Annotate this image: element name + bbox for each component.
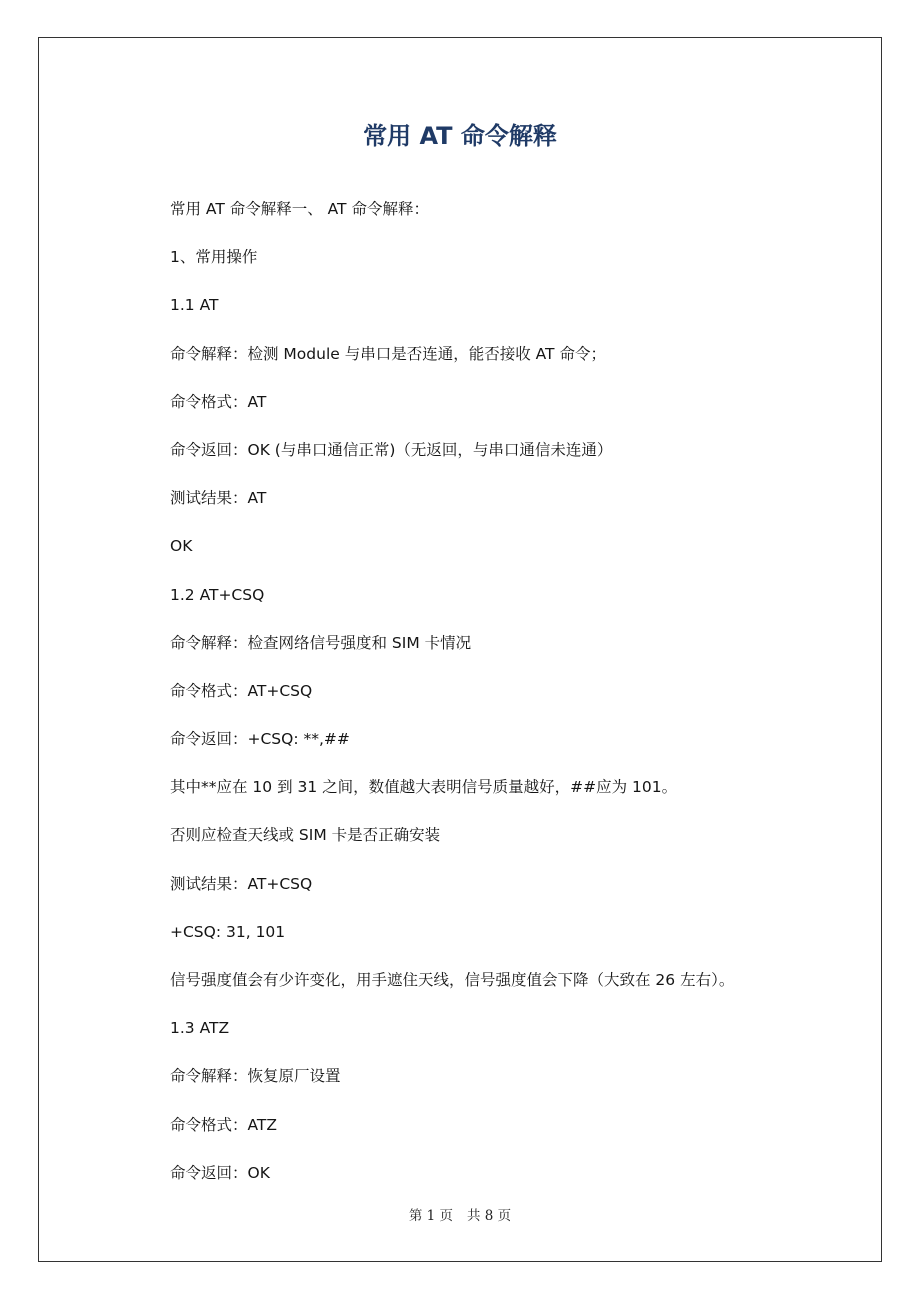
subsection-heading: 1.1 AT	[170, 296, 219, 315]
body-line: 命令格式：AT	[170, 392, 267, 411]
body-line: 其中**应在 10 到 31 之间，数值越大表明信号质量越好，##应为 101。	[170, 778, 678, 797]
body-line: 信号强度值会有少许变化，用手遮住天线，信号强度值会下降（大致在 26 左右）。	[170, 971, 735, 989]
body-line: OK	[170, 537, 193, 556]
body-line: 命令格式：AT+CSQ	[170, 681, 313, 700]
page-footer	[0, 1205, 920, 1227]
body-line: 命令返回：OK	[170, 1163, 270, 1182]
body-line: 命令返回：+CSQ: **,##	[170, 730, 350, 749]
section-heading: 1、常用操作	[170, 248, 258, 267]
body-line: 测试结果：AT+CSQ	[170, 874, 313, 893]
body-line: 命令解释：恢复原厂设置	[170, 1067, 341, 1086]
page-number: 第 1 页	[408, 1208, 453, 1224]
body-line: +CSQ: 31, 101	[170, 922, 286, 941]
body-line: 测试结果：AT	[170, 489, 267, 508]
body-line: 命令返回：OK (与串口通信正常)（无返回，与串口通信未连通）	[170, 440, 613, 459]
subsection-heading: 1.2 AT+CSQ	[170, 585, 265, 604]
document-title: 常用 AT 命令解释	[363, 122, 557, 150]
subsection-heading: 1.3 ATZ	[170, 1019, 230, 1038]
body-line: 命令解释：检测 Module 与串口是否连通，能否接收 AT 命令；	[170, 344, 606, 363]
page-total: 共 8 页	[467, 1208, 512, 1224]
body-line: 常用 AT 命令解释一、 AT 命令解释：	[170, 200, 429, 218]
document-body	[170, 197, 810, 1209]
body-line: 否则应检查天线或 SIM 卡是否正确安装	[170, 826, 441, 845]
body-line: 命令格式：ATZ	[170, 1115, 277, 1134]
body-line: 命令解释：检查网络信号强度和 SIM 卡情况	[170, 633, 472, 652]
